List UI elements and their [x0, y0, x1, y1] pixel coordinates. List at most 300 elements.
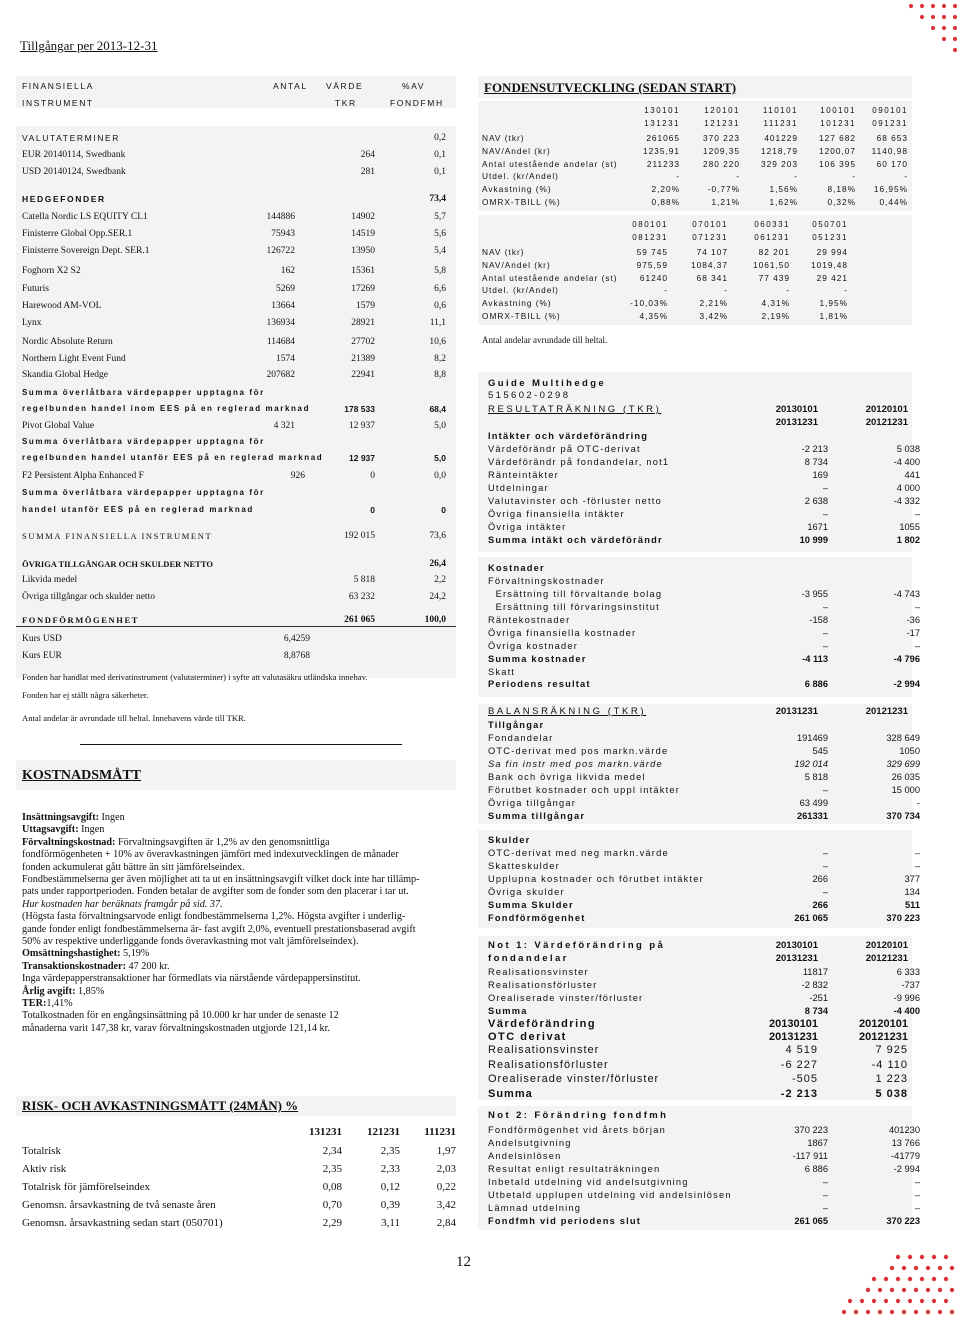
row-label: Övriga skulder: [488, 887, 565, 897]
value-2013: [738, 719, 828, 732]
fondutv-from-date: 070101: [692, 220, 728, 229]
ovriga-name: Övriga tillgångar och skulder netto: [22, 592, 155, 602]
kostnad-line: [22, 911, 405, 922]
sumfin-label: SUMMA FINANSIELLA INSTRUMENT: [22, 531, 213, 541]
otc-value-2012: 7 925: [875, 1044, 908, 1056]
kurs-value: 6,4259: [283, 634, 310, 644]
value-2013: 266: [812, 899, 828, 910]
value-2012: –: [914, 1189, 920, 1200]
kostnad-line: [22, 837, 330, 848]
hedge-fund-name: Foghorn X2 S2: [22, 266, 81, 276]
value-2013: -3 955: [801, 589, 828, 600]
sum3-value: 0: [370, 505, 375, 515]
value-2012: [828, 719, 920, 732]
kostnad-line-key: Årlig avgift:: [22, 985, 76, 997]
sum1-value: 178 533: [344, 404, 375, 414]
red-dot: [944, 1277, 948, 1281]
row-label: Realisationsförluster: [488, 980, 598, 991]
otc-row-label: Realisationsvinster: [488, 1044, 600, 1056]
separator-line: [80, 744, 402, 745]
value-2013: [738, 562, 828, 575]
row-label: Lämnad utdelning: [488, 1202, 582, 1213]
kostnad-line-key: Uttagsavgift:: [22, 824, 79, 836]
row-label: Andelsinlösen: [488, 1151, 562, 1162]
value-2013: 8 734: [804, 457, 828, 468]
row-label: Orealiserade vinster/förluster: [488, 993, 644, 1004]
value-2012: -41779: [891, 1151, 920, 1162]
value-2013: 6 886: [804, 1164, 828, 1175]
ovriga-pct: 2,2: [434, 575, 446, 585]
hedge-fund-pct: 5,7: [434, 212, 446, 222]
hedge-fund-value: 1579: [356, 301, 375, 311]
row-label: Valutavinster och -förluster netto: [488, 495, 662, 506]
kostnad-line: [22, 986, 104, 997]
sum3-line1: Summa överlåtbara värdepapper upptagna för: [22, 488, 265, 497]
value-2012: 5 038: [896, 444, 920, 455]
table-row: [488, 1176, 920, 1189]
red-dot: [944, 1299, 948, 1303]
red-dot: [950, 1266, 954, 1270]
value-2013: 5 818: [804, 772, 828, 782]
kostnad-line-key: Förvaltningskostnad:: [22, 836, 116, 848]
row-label: Ersättning till förvaringsinstitut: [488, 602, 660, 613]
row-label: Övriga tillgångar: [488, 797, 577, 808]
value-2012: 377: [904, 874, 920, 885]
risk-row-label: Genomsn. årsavkastning sedan start (050701): [22, 1217, 223, 1229]
valuta-name: EUR 20140114, Swedbank: [22, 150, 126, 160]
fondutv-from-date: 060331: [754, 220, 790, 229]
kostnad-line: [22, 948, 149, 959]
value-2013: 1867: [807, 1138, 828, 1149]
value-2013: 261 065: [794, 1215, 828, 1226]
red-dot: [938, 1266, 942, 1270]
kostnad-line: [22, 862, 245, 873]
value-2013: –: [822, 1189, 828, 1200]
kostnad-line: [22, 874, 420, 885]
red-dot: [920, 15, 924, 19]
value-2012: –: [914, 1177, 920, 1187]
section-hedge-pct: 73,4: [429, 194, 446, 204]
pivot-name: Pivot Global Value: [22, 421, 95, 431]
red-dot: [854, 1310, 858, 1314]
red-dot: [884, 1299, 888, 1303]
fondutv-value: 4,35%: [639, 311, 668, 321]
table-row: [488, 771, 920, 784]
row-label: Övriga finansiella kostnader: [488, 627, 637, 638]
not1-table: [488, 966, 920, 1018]
table-row: [488, 520, 920, 533]
red-dot: [914, 1310, 918, 1314]
red-dot: [866, 1310, 870, 1314]
fondutv-value: 16,95%: [873, 184, 908, 195]
value-2013: [738, 430, 828, 443]
otc-label2: OTC derivat: [488, 1031, 567, 1043]
row-label: Summa kostnader: [488, 653, 587, 664]
risk-value: 3,11: [381, 1217, 400, 1229]
red-dot: [872, 1277, 876, 1281]
kostnad-line-key: Transaktionskostnader:: [22, 960, 126, 972]
hedge-fund-antal: 5269: [276, 284, 295, 294]
kostnad-title: KOSTNADSMÅTT: [22, 768, 142, 783]
guide-title: Guide Multihedge: [488, 378, 607, 389]
value-2012: -4 743: [893, 589, 920, 600]
red-dot: [953, 4, 957, 8]
row-label: Räntekostnader: [488, 615, 571, 625]
not1-col-a1: 20130101: [775, 940, 818, 951]
value-2013: 169: [812, 470, 828, 481]
fondutv-to-date: 061231: [754, 233, 790, 242]
row-label: Utdelningar: [488, 483, 549, 493]
kostnad-line-text: 47 200 kr.: [125, 960, 170, 972]
risk-value: 0,70: [322, 1199, 342, 1211]
fondutv-value: -: [904, 171, 908, 182]
table-row: [488, 639, 920, 652]
otc-value-2013: -2 213: [780, 1087, 818, 1100]
risk-value: 2,03: [436, 1163, 456, 1175]
kostnad-line-text: gande fonder enligt fondbestämmelserna är- fast avgift 2,0%, eventuell prestationsbaserad avgift: [22, 923, 416, 935]
otc-row-label: Orealiserade vinster/förluster: [488, 1073, 660, 1085]
red-dot: [896, 1277, 900, 1281]
row-label: Fondfmh vid periodens slut: [488, 1215, 642, 1226]
red-dot: [902, 1288, 906, 1292]
valuta-value: 281: [360, 167, 375, 177]
kostnad-line-key: Insättningsavgift:: [22, 812, 99, 823]
section-hedge: HEDGEFONDER: [22, 194, 106, 204]
fondutv-row-label: OMRX-TBILL (%): [482, 311, 561, 321]
value-2012: –: [914, 640, 920, 651]
hedge-fund-name: Futuris: [22, 284, 49, 294]
row-label: Realisationsvinster: [488, 967, 589, 978]
risk-row-label: Aktiv risk: [22, 1163, 67, 1175]
row-label: Kostnader: [488, 563, 545, 574]
row-label: Förutbet kostnader och uppl intäkter: [488, 784, 681, 795]
hedge-fund-pct: 5,6: [434, 229, 446, 239]
section-valuta-pct: 0,2: [434, 133, 446, 143]
red-dot: [920, 1299, 924, 1303]
value-2012: –: [914, 508, 920, 519]
hedge-fund-pct: 8,8: [434, 370, 446, 380]
otc-value-2013: -505: [791, 1073, 818, 1085]
holdings-note: Antal andelar är avrundade till heltal. Innehavens värde till TKR.: [22, 713, 246, 723]
red-dot: [908, 1299, 912, 1303]
hedge-fund-name: Nordic Absolute Return: [22, 337, 113, 347]
hedge-fund-antal: 1574: [276, 354, 295, 364]
valuta-name: USD 20140124, Swedbank: [22, 167, 126, 177]
kostnad-line-text: 50% av respektive underliggande fonds överavkastning mot valt jämförelseindex).: [22, 936, 359, 947]
fondutv-value: 29 421: [816, 272, 848, 283]
resultat-col-b1: 20120101: [865, 404, 908, 415]
kostnad-line: [22, 899, 223, 910]
fondutv-row-label: Avkastning (%): [482, 298, 552, 309]
hedge-fund-name: Harewood AM-VOL: [22, 301, 102, 311]
value-2012: 370 223: [886, 1215, 920, 1226]
row-label: Upplupna kostnader och förutbet intäkter: [488, 874, 704, 885]
sum1-line2: regelbunden handel inom EES på en reglerad marknad: [22, 404, 311, 413]
fondutv-to-date: 051231: [812, 233, 848, 242]
fondutv-from-date: 050701: [812, 220, 848, 229]
pivot-pct: 5,0: [434, 421, 446, 431]
otc-row-label: Realisationsförluster: [488, 1058, 609, 1071]
hedge-fund-pct: 10,6: [429, 337, 446, 347]
kostnad-line-text: Fondbestämmelserna ger även möjlighet att ta ut en insättningsavgift vilket dock inte har tillämp-: [22, 874, 420, 885]
otc-col-a2: 20131231: [769, 1031, 818, 1043]
table-row: [488, 1214, 920, 1227]
red-dot: [908, 1277, 912, 1281]
fondutv-value: 1019,48: [811, 259, 848, 270]
kostnad-line-text: fonden ackumulerat gått bättre än sitt jämförelseindex.: [22, 861, 245, 873]
row-label: Summa intäkt och värdeförändr: [488, 534, 663, 545]
risk-value: 2,34: [322, 1145, 342, 1157]
table-row: [488, 507, 920, 520]
kostnad-line-text: Hur kostnaden har beräknats framgår på sid. 37.: [22, 898, 223, 910]
fondutv-value: -0,77%: [707, 184, 740, 195]
valuta-pct: 0,1: [434, 150, 446, 160]
value-2013: 11817: [802, 967, 828, 978]
fondutv-value: 74 107: [696, 247, 728, 257]
sumfin-pct: 73,6: [429, 531, 446, 541]
fondutv-value: 1140,98: [871, 145, 908, 156]
hedge-fund-name: Skandia Global Hedge: [22, 370, 109, 380]
fondutv-value: 1061,50: [753, 259, 790, 270]
value-2013: 2 638: [804, 495, 828, 506]
risk-value: 3,42: [436, 1199, 456, 1211]
kostnad-line-text: 5,19%: [120, 948, 150, 960]
kurs-name: Kurs USD: [22, 634, 62, 644]
row-label: Bank och övriga likvida medel: [488, 772, 646, 782]
risk-value: 0,08: [322, 1181, 342, 1193]
kostnad-line-text: månaderna varit 147,38 kr, varav förvaltningskostnaden utgjorde 121,14 kr.: [22, 1022, 330, 1034]
red-dot: [931, 4, 935, 8]
hedge-fund-antal: 126722: [266, 246, 295, 256]
ovriga-name: Likvida medel: [22, 575, 78, 585]
value-2012: -4 400: [893, 457, 920, 468]
row-label: Andelsutgivning: [488, 1138, 572, 1149]
row-label: Summa tillgångar: [488, 810, 586, 821]
value-2013: 1671: [807, 521, 828, 532]
hedge-fund-value: 17269: [351, 284, 375, 294]
risk-value: 2,35: [380, 1145, 400, 1157]
row-label: Tillgångar: [488, 720, 545, 731]
hedge-fund-name: Catella Nordic LS EQUITY CL1: [22, 212, 148, 222]
fondutv-row-label: NAV (tkr): [482, 247, 525, 257]
red-dot: [926, 1266, 930, 1270]
red-dot: [932, 1255, 936, 1259]
sum1-pct: 68,4: [429, 404, 446, 414]
fondutv-value: 1,56%: [769, 184, 798, 195]
table-row: [488, 719, 920, 732]
kostnad-line: [22, 1023, 330, 1034]
fondutv-value: -: [676, 171, 680, 182]
fondutv-table2-panel: [478, 215, 912, 325]
red-dot: [926, 1288, 930, 1292]
table-row: [488, 979, 920, 992]
fondutv-value: 68 653: [876, 133, 908, 143]
row-label: Skatteskulder: [488, 861, 560, 872]
fond-divider: [16, 626, 456, 627]
sum3-pct: 0: [441, 505, 446, 515]
value-2012: 1 802: [896, 534, 920, 545]
value-2012: 15 000: [891, 784, 920, 795]
table-row: [488, 665, 920, 678]
fondutv-row-label: NAV/Andel (kr): [482, 259, 551, 270]
fond-pct: 100,0: [424, 615, 446, 625]
row-label: Summa Skulder: [488, 899, 574, 910]
value-2012: [828, 665, 920, 678]
red-dot: [920, 1255, 924, 1259]
value-2013: 10 999: [799, 534, 828, 545]
red-dot: [953, 15, 957, 19]
fondutv-value: 29 994: [816, 247, 848, 257]
value-2012: -9 996: [893, 993, 920, 1004]
table-row: [488, 992, 920, 1005]
red-dot: [953, 26, 957, 30]
kostnad-line: [22, 936, 358, 947]
hedge-fund-name: Lynx: [22, 318, 42, 328]
valuta-value: 264: [360, 150, 375, 160]
hedge-fund-value: 14519: [351, 229, 375, 239]
fondutv-value: 77 439: [758, 272, 790, 283]
fondutv-value: 1,95%: [819, 298, 848, 309]
value-2012: 134: [904, 887, 920, 897]
hedge-fund-name: Northern Light Event Fund: [22, 354, 126, 364]
col-head-finansiella: FINANSIELLA: [22, 81, 94, 91]
sum2-value: 12 937: [349, 453, 375, 463]
kostnad-line-text: 1,85%: [75, 985, 105, 997]
value-2013: –: [822, 483, 828, 493]
fondutv-row-label: Antal utestående andelar (st): [482, 272, 618, 283]
table-row: [488, 562, 920, 575]
sum3-line2: handel utanför EES på en reglerad marknad: [22, 505, 254, 514]
red-dot: [914, 1288, 918, 1292]
red-dot: [920, 1277, 924, 1281]
risk-value: 2,84: [436, 1217, 456, 1229]
fondutv-value: 329 203: [761, 158, 798, 169]
kostnad-line-text: Ingen: [98, 812, 125, 823]
table-row: [488, 834, 920, 847]
value-2012: -2 994: [893, 1164, 920, 1175]
row-label: Summa: [488, 1006, 528, 1017]
red-dot: [932, 1277, 936, 1281]
hedge-fund-pct: 6,6: [434, 284, 446, 294]
red-dot: [938, 1310, 942, 1314]
value-2013: -2 832: [801, 980, 828, 991]
kostnad-line-text: fondförmögenheten + 10% av överavkastningen jämfört med indexutvecklingen de månader: [22, 849, 399, 861]
otc-col-b2: 20121231: [859, 1031, 908, 1043]
row-label: Sa fin instr med pos markn.värde: [488, 759, 663, 770]
fondutv-value: 2,21%: [699, 298, 728, 309]
fondutv-value: 68 341: [696, 272, 728, 283]
guide-orgnr: 515602-0298: [488, 390, 571, 401]
red-dot: [848, 1299, 852, 1303]
otc-col-b1: 20120101: [859, 1018, 908, 1030]
value-2013: 191469: [796, 733, 828, 744]
table-row: [488, 494, 920, 507]
risk-title: RISK- OCH AVKASTNINGSMÅTT (24MÅN) %: [22, 1098, 299, 1113]
table-row: [488, 966, 920, 979]
fondutv-value: 1209,35: [703, 145, 740, 156]
red-dot: [902, 1266, 906, 1270]
otc-row-label: Summa: [488, 1087, 533, 1100]
otc-value-2012: -4 110: [871, 1058, 908, 1071]
row-label: Värdeförändr på fondandelar, not1: [488, 457, 670, 468]
risk-value: 0,12: [380, 1181, 400, 1193]
value-2013: -2 213: [801, 444, 828, 455]
fondutv-value: 211233: [646, 158, 680, 169]
fondutv-value: 0,44%: [879, 197, 908, 207]
hedge-fund-pct: 8,2: [434, 354, 446, 364]
table-row: [488, 847, 920, 860]
value-2013: –: [822, 848, 828, 859]
fondutv-value: 370 223: [703, 133, 740, 143]
fondutv-value: -: [852, 171, 856, 182]
table-row: [488, 783, 920, 796]
table-row: [488, 1137, 920, 1150]
row-label: Resultat enligt resultaträkningen: [488, 1164, 661, 1175]
row-label: Periodens resultat: [488, 679, 591, 690]
red-dot: [908, 1255, 912, 1259]
kostnad-line: [22, 973, 361, 984]
fondutv-value: 1,21%: [711, 197, 740, 207]
kostnad-line: [22, 924, 416, 935]
risk-value: 2,29: [322, 1217, 342, 1229]
hedge-fund-value: 14902: [351, 212, 375, 222]
value-2012: -4 796: [893, 653, 920, 664]
fondutv-value: 0,32%: [827, 197, 856, 207]
kostnad-line-text: (Högsta fasta förvaltningsarvode enligt fondbestämmelserna 1,2%. Högsta avgifter i underlig-: [22, 911, 406, 923]
value-2012: [828, 834, 920, 847]
value-2012: -36: [906, 615, 920, 625]
red-dot: [890, 1288, 894, 1292]
red-dot: [953, 37, 957, 41]
red-dot: [942, 37, 946, 41]
table-row: [488, 588, 920, 601]
value-2013: 266: [812, 874, 828, 885]
not2-title: Not 2: Förändring fondfmh: [488, 1110, 669, 1121]
fondutv-value: 2,19%: [761, 311, 790, 321]
hedge-fund-pct: 11,1: [429, 318, 446, 328]
value-2013: -251: [809, 993, 828, 1004]
f2-value: 0: [370, 471, 375, 481]
fondutv-value: 401229: [764, 133, 798, 143]
f2-name: F2 Persistent Alpha Enhanced F: [22, 471, 144, 481]
table-row: [488, 732, 920, 745]
risk-value: 1,97: [436, 1145, 456, 1157]
red-dot: [878, 1288, 882, 1292]
red-dot: [884, 1277, 888, 1281]
fondutv-value: -: [724, 285, 728, 296]
hedge-fund-antal: 207682: [266, 370, 295, 380]
fondutv-value: -: [664, 285, 668, 296]
value-2013: 8 734: [804, 1006, 828, 1017]
hedge-fund-value: 13950: [351, 246, 375, 256]
red-dot: [890, 1310, 894, 1314]
table-row: [488, 1005, 920, 1018]
fondutv-value: 1,62%: [769, 197, 798, 207]
col-head-fondfmh: FONDFMH: [390, 98, 444, 108]
kostnad-line: [22, 998, 73, 1009]
resultat-col-a2: 20131231: [775, 417, 818, 428]
fondutv-from-date: 130101: [644, 106, 680, 115]
kostnad-line: [22, 849, 399, 860]
value-2013: –: [822, 640, 828, 651]
fondutv-from-date: 080101: [632, 220, 668, 229]
value-2013: –: [822, 861, 828, 872]
value-2013: –: [822, 1177, 828, 1187]
table-row: [488, 911, 920, 924]
value-2013: -158: [809, 615, 828, 625]
value-2012: 328 649: [886, 733, 920, 744]
red-dot: [931, 15, 935, 19]
